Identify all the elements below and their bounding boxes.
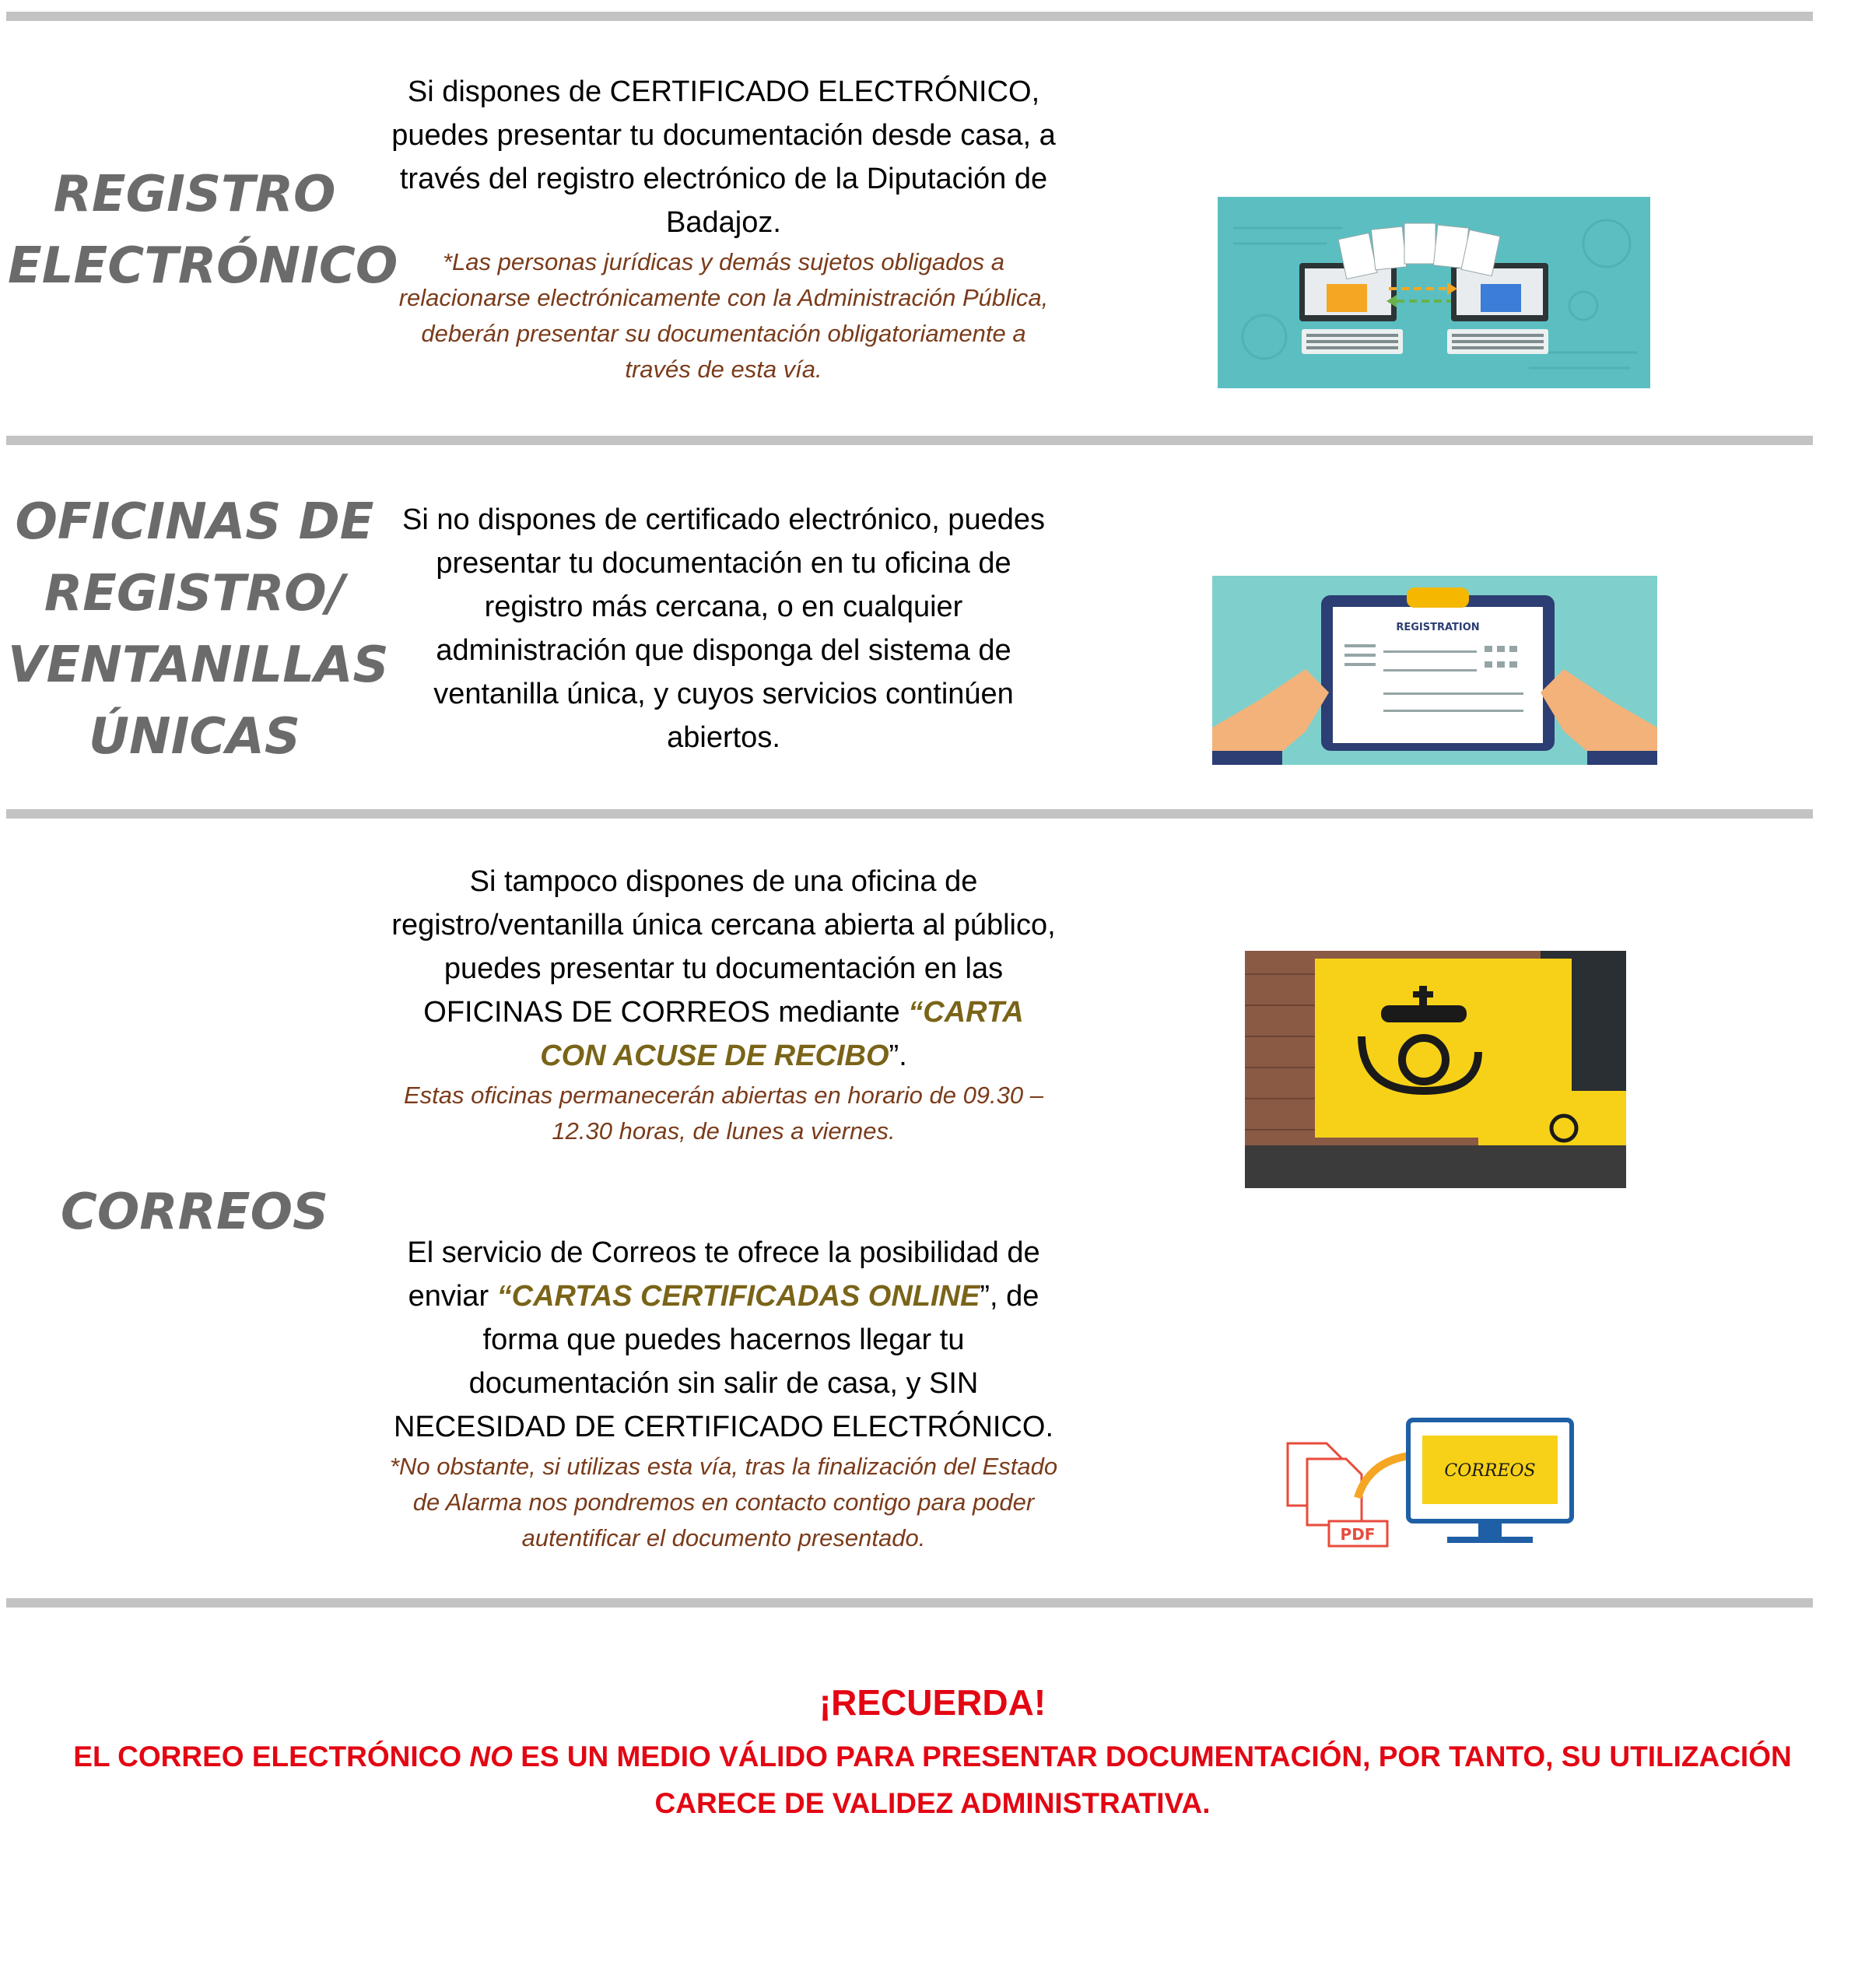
correos-office-sign-image (1245, 951, 1626, 1188)
correos-label: CORREOS (1444, 1461, 1536, 1481)
divider-3 (6, 1598, 1813, 1608)
section-text-oficinas-registro (389, 498, 1058, 759)
computers-transfer-image (1218, 197, 1650, 388)
reminder-title: ¡RECUERDA! (819, 1682, 1046, 1723)
section-text-correos-online (389, 1231, 1058, 1556)
body-text: Si dispones de CERTIFICADO ELECTRÓNICO, puedes presentar tu documentación desde casa, a través del registro electrónico de la Diputación de Badajoz. (391, 75, 1056, 239)
section-text-registro-electronico (389, 70, 1058, 387)
section-heading-oficinas-registro: OFICINAS DE REGISTRO/ VENTANILLAS ÚNICAS (8, 493, 389, 766)
body-text: Si no dispones de certificado electrónico, puedes presentar tu documentación en tu oficina de registro más cercana, o en cualquier administración que disponga del sistema de ventanilla única, y cuyos servicios continúen abiertos. (402, 503, 1045, 754)
registration-tablet-image (1212, 576, 1657, 765)
divider-1 (6, 436, 1813, 445)
section-heading-registro-electronico: REGISTRO ELECTRÓNICO (8, 166, 398, 295)
footnote: *Las personas jurídicas y demás sujetos obligados a relacionarse electrónicamente con la Administración Pública, deberán presentar su documentación obligatoriamente a través de esta vía. (398, 248, 1049, 383)
pdf-label: PDF (1340, 1525, 1376, 1544)
footnote: *No obstante, si utilizas esta vía, tras la finalización del Estado de Alarma nos pondremos en contacto contigo para poder autentificar el documento presentado. (389, 1453, 1058, 1551)
footnote: Estas oficinas permanecerán abiertas en horario de 09.30 – 12.30 horas, de lunes a viernes. (404, 1082, 1043, 1145)
carta-acuse-label: “CARTA CON ACUSE DE RECIBO (540, 996, 1024, 1072)
body-text: Si tampoco dispones de una oficina de registro/ventanilla única cercana abierta al público, puedes presentar tu documentación en las OFICINAS DE CORREOS mediante “CARTA CON ACUSE DE RECIBO”. (391, 865, 1056, 1072)
reminder-emphasis: NO (469, 1741, 513, 1772)
cartas-certificadas-label: “CARTAS CERTIFICADAS ONLINE (496, 1280, 980, 1313)
section-text-correos-acuse (389, 860, 1058, 1149)
divider-2 (6, 809, 1813, 819)
divider-top (6, 12, 1813, 21)
registration-label: REGISTRATION (1396, 622, 1480, 633)
body-text: El servicio de Correos te ofrece la posibilidad de enviar “CARTAS CERTIFICADAS ONLINE”, de forma que puedes hacernos llegar tu documentación sin salir de casa, y SIN NECESIDAD DE CERTIFICADO ELECTRÓNICO. (393, 1236, 1054, 1443)
reminder-body: EL CORREO ELECTRÓNICO NO ES UN MEDIO VÁLIDO PARA PRESENTAR DOCUMENTACIÓN, POR TANTO, SU UTILIZACIÓN CARECE DE VALIDEZ ADMINISTRATIVA. (73, 1741, 1792, 1819)
pdf-to-correos-online-image (1284, 1412, 1579, 1554)
section-heading-correos: CORREOS (60, 1183, 329, 1241)
